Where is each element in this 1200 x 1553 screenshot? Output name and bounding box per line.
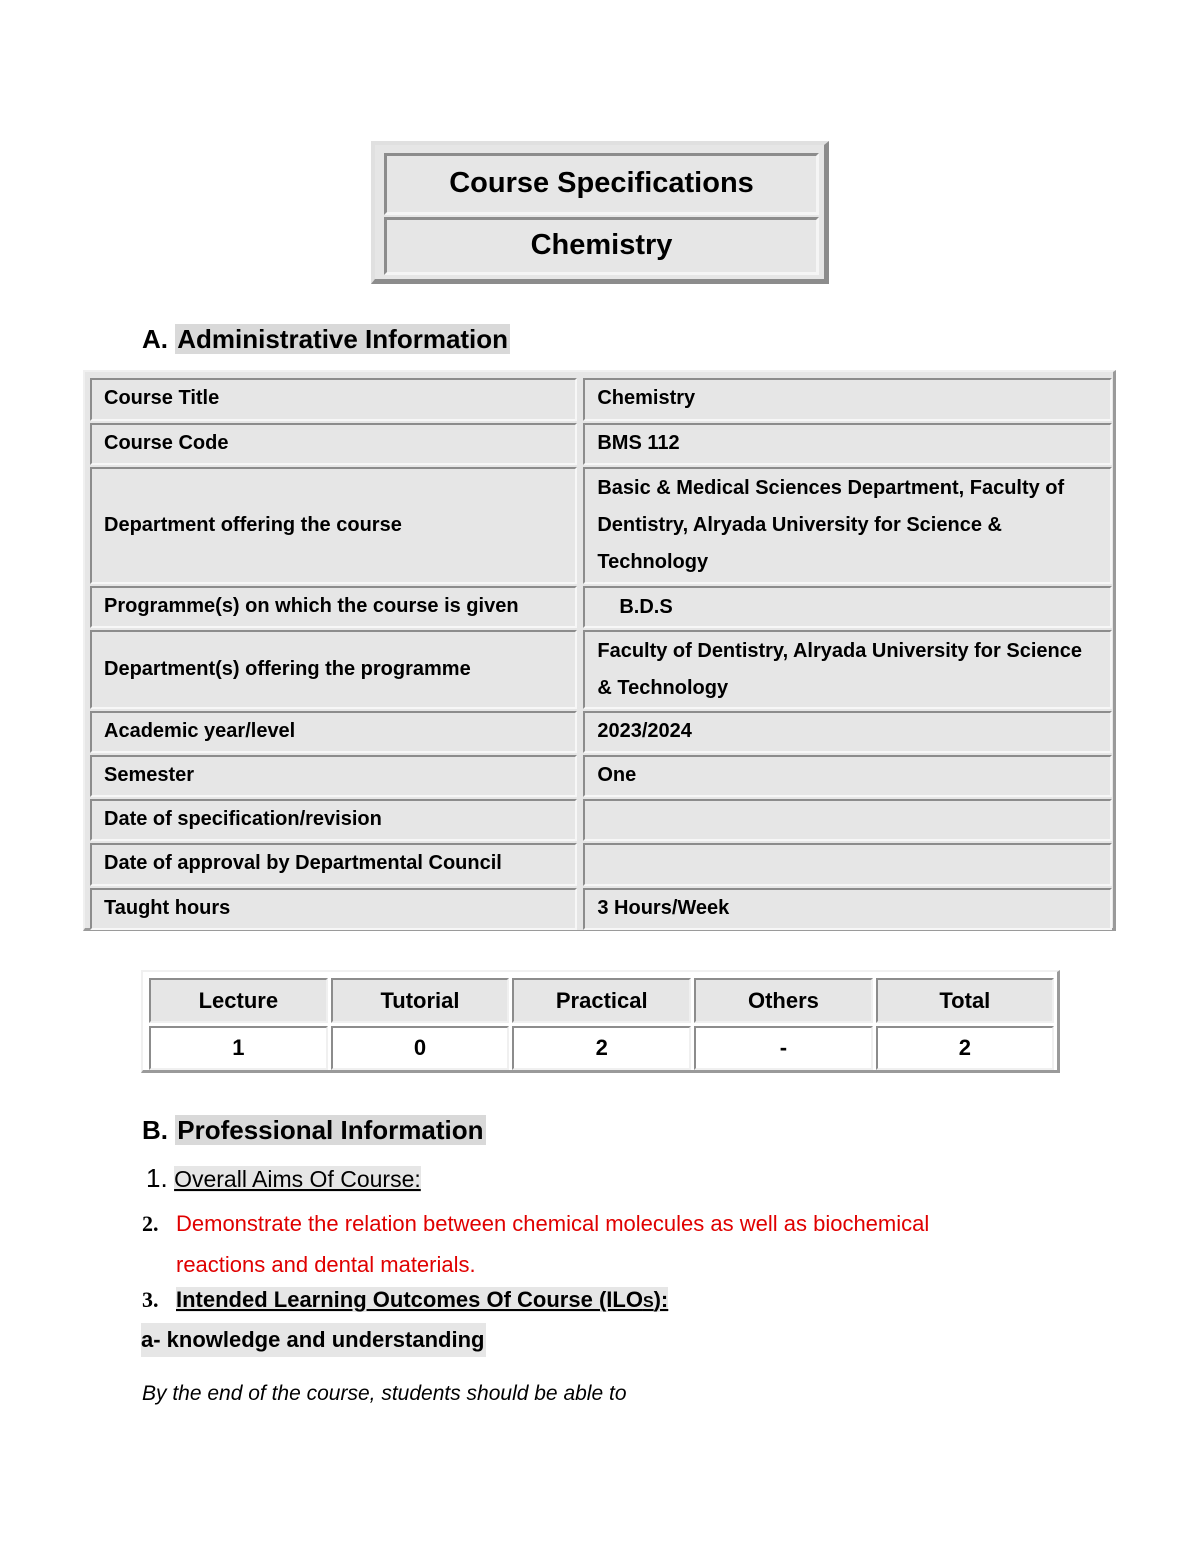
row-label: Date of approval by Departmental Council	[90, 843, 577, 886]
section-b-title: Professional Information	[177, 1115, 484, 1145]
column-header: Tutorial	[331, 978, 510, 1023]
cell-value: -	[694, 1026, 873, 1070]
aims-heading	[146, 1162, 421, 1195]
row-label: Course Title	[90, 378, 577, 421]
table-header-row	[149, 978, 1054, 1023]
table-row	[90, 711, 1112, 753]
row-label: Programme(s) on which the course is given	[90, 586, 577, 628]
table-row	[90, 378, 1112, 421]
row-value: 3 Hours/Week	[583, 888, 1112, 930]
ilo-subscript: S	[642, 1294, 654, 1311]
row-label: Semester	[90, 755, 577, 797]
row-value	[583, 799, 1112, 841]
section-a-letter: A.	[142, 324, 168, 354]
aim-text-line1: Demonstrate the relation between chemical molecules as well as biochemical	[176, 1211, 930, 1236]
ilo-heading	[142, 1283, 668, 1320]
row-value: 2023/2024	[583, 711, 1112, 753]
row-value: B.D.S	[583, 586, 1112, 628]
knowledge-heading: a- knowledge and understanding	[141, 1323, 486, 1357]
cell-value: 1	[149, 1026, 328, 1070]
table-row	[149, 1026, 1054, 1070]
aim-text-line2: reactions and dental materials.	[176, 1252, 476, 1277]
column-header: Lecture	[149, 978, 328, 1023]
row-value	[583, 843, 1112, 886]
aim-paragraph	[142, 1203, 1059, 1285]
course-name-title: Chemistry	[384, 217, 819, 275]
column-header: Practical	[512, 978, 691, 1023]
table-row	[90, 586, 1112, 628]
table-row	[90, 755, 1112, 797]
row-value: Chemistry	[583, 378, 1112, 421]
ilo-title-tail: ):	[653, 1287, 669, 1312]
table-row	[90, 423, 1112, 465]
row-label: Taught hours	[90, 888, 577, 930]
table-row	[90, 630, 1112, 709]
section-b-heading	[142, 1114, 486, 1146]
section-a-heading	[142, 323, 510, 355]
cell-value: 0	[331, 1026, 510, 1070]
item-number: 1.	[146, 1163, 168, 1193]
table-row	[90, 467, 1112, 584]
table-row	[90, 843, 1112, 886]
administrative-info-table	[83, 370, 1116, 931]
section-b-letter: B.	[142, 1115, 168, 1145]
row-label: Department(s) offering the programme	[90, 630, 577, 709]
row-value: Basic & Medical Sciences Department, Faculty of Dentistry, Alryada University for Science & Technology	[583, 467, 1112, 584]
aims-title: Overall Aims Of Course:	[174, 1166, 421, 1192]
row-label: Department offering the course	[90, 467, 577, 584]
item-number: 3.	[142, 1287, 159, 1312]
column-header: Others	[694, 978, 873, 1023]
closing-text: By the end of the course, students should be able to	[142, 1382, 627, 1405]
teaching-hours-table	[141, 970, 1060, 1073]
row-value: One	[583, 755, 1112, 797]
section-a-title: Administrative Information	[177, 324, 509, 354]
cell-value: 2	[512, 1026, 691, 1070]
title-box	[371, 141, 829, 284]
table-row	[90, 888, 1112, 930]
ilo-title	[176, 1287, 668, 1312]
row-label: Course Code	[90, 423, 577, 465]
item-number: 2.	[142, 1211, 159, 1236]
row-label: Date of specification/revision	[90, 799, 577, 841]
row-label: Academic year/level	[90, 711, 577, 753]
cell-value: 2	[876, 1026, 1054, 1070]
table-row	[90, 799, 1112, 841]
doc-title: Course Specifications	[384, 153, 819, 215]
row-value: Faculty of Dentistry, Alryada University for Science & Technology	[583, 630, 1112, 709]
row-value: BMS 112	[583, 423, 1112, 465]
column-header: Total	[876, 978, 1054, 1023]
ilo-title-text: Intended Learning Outcomes Of Course (ILO	[176, 1287, 643, 1312]
